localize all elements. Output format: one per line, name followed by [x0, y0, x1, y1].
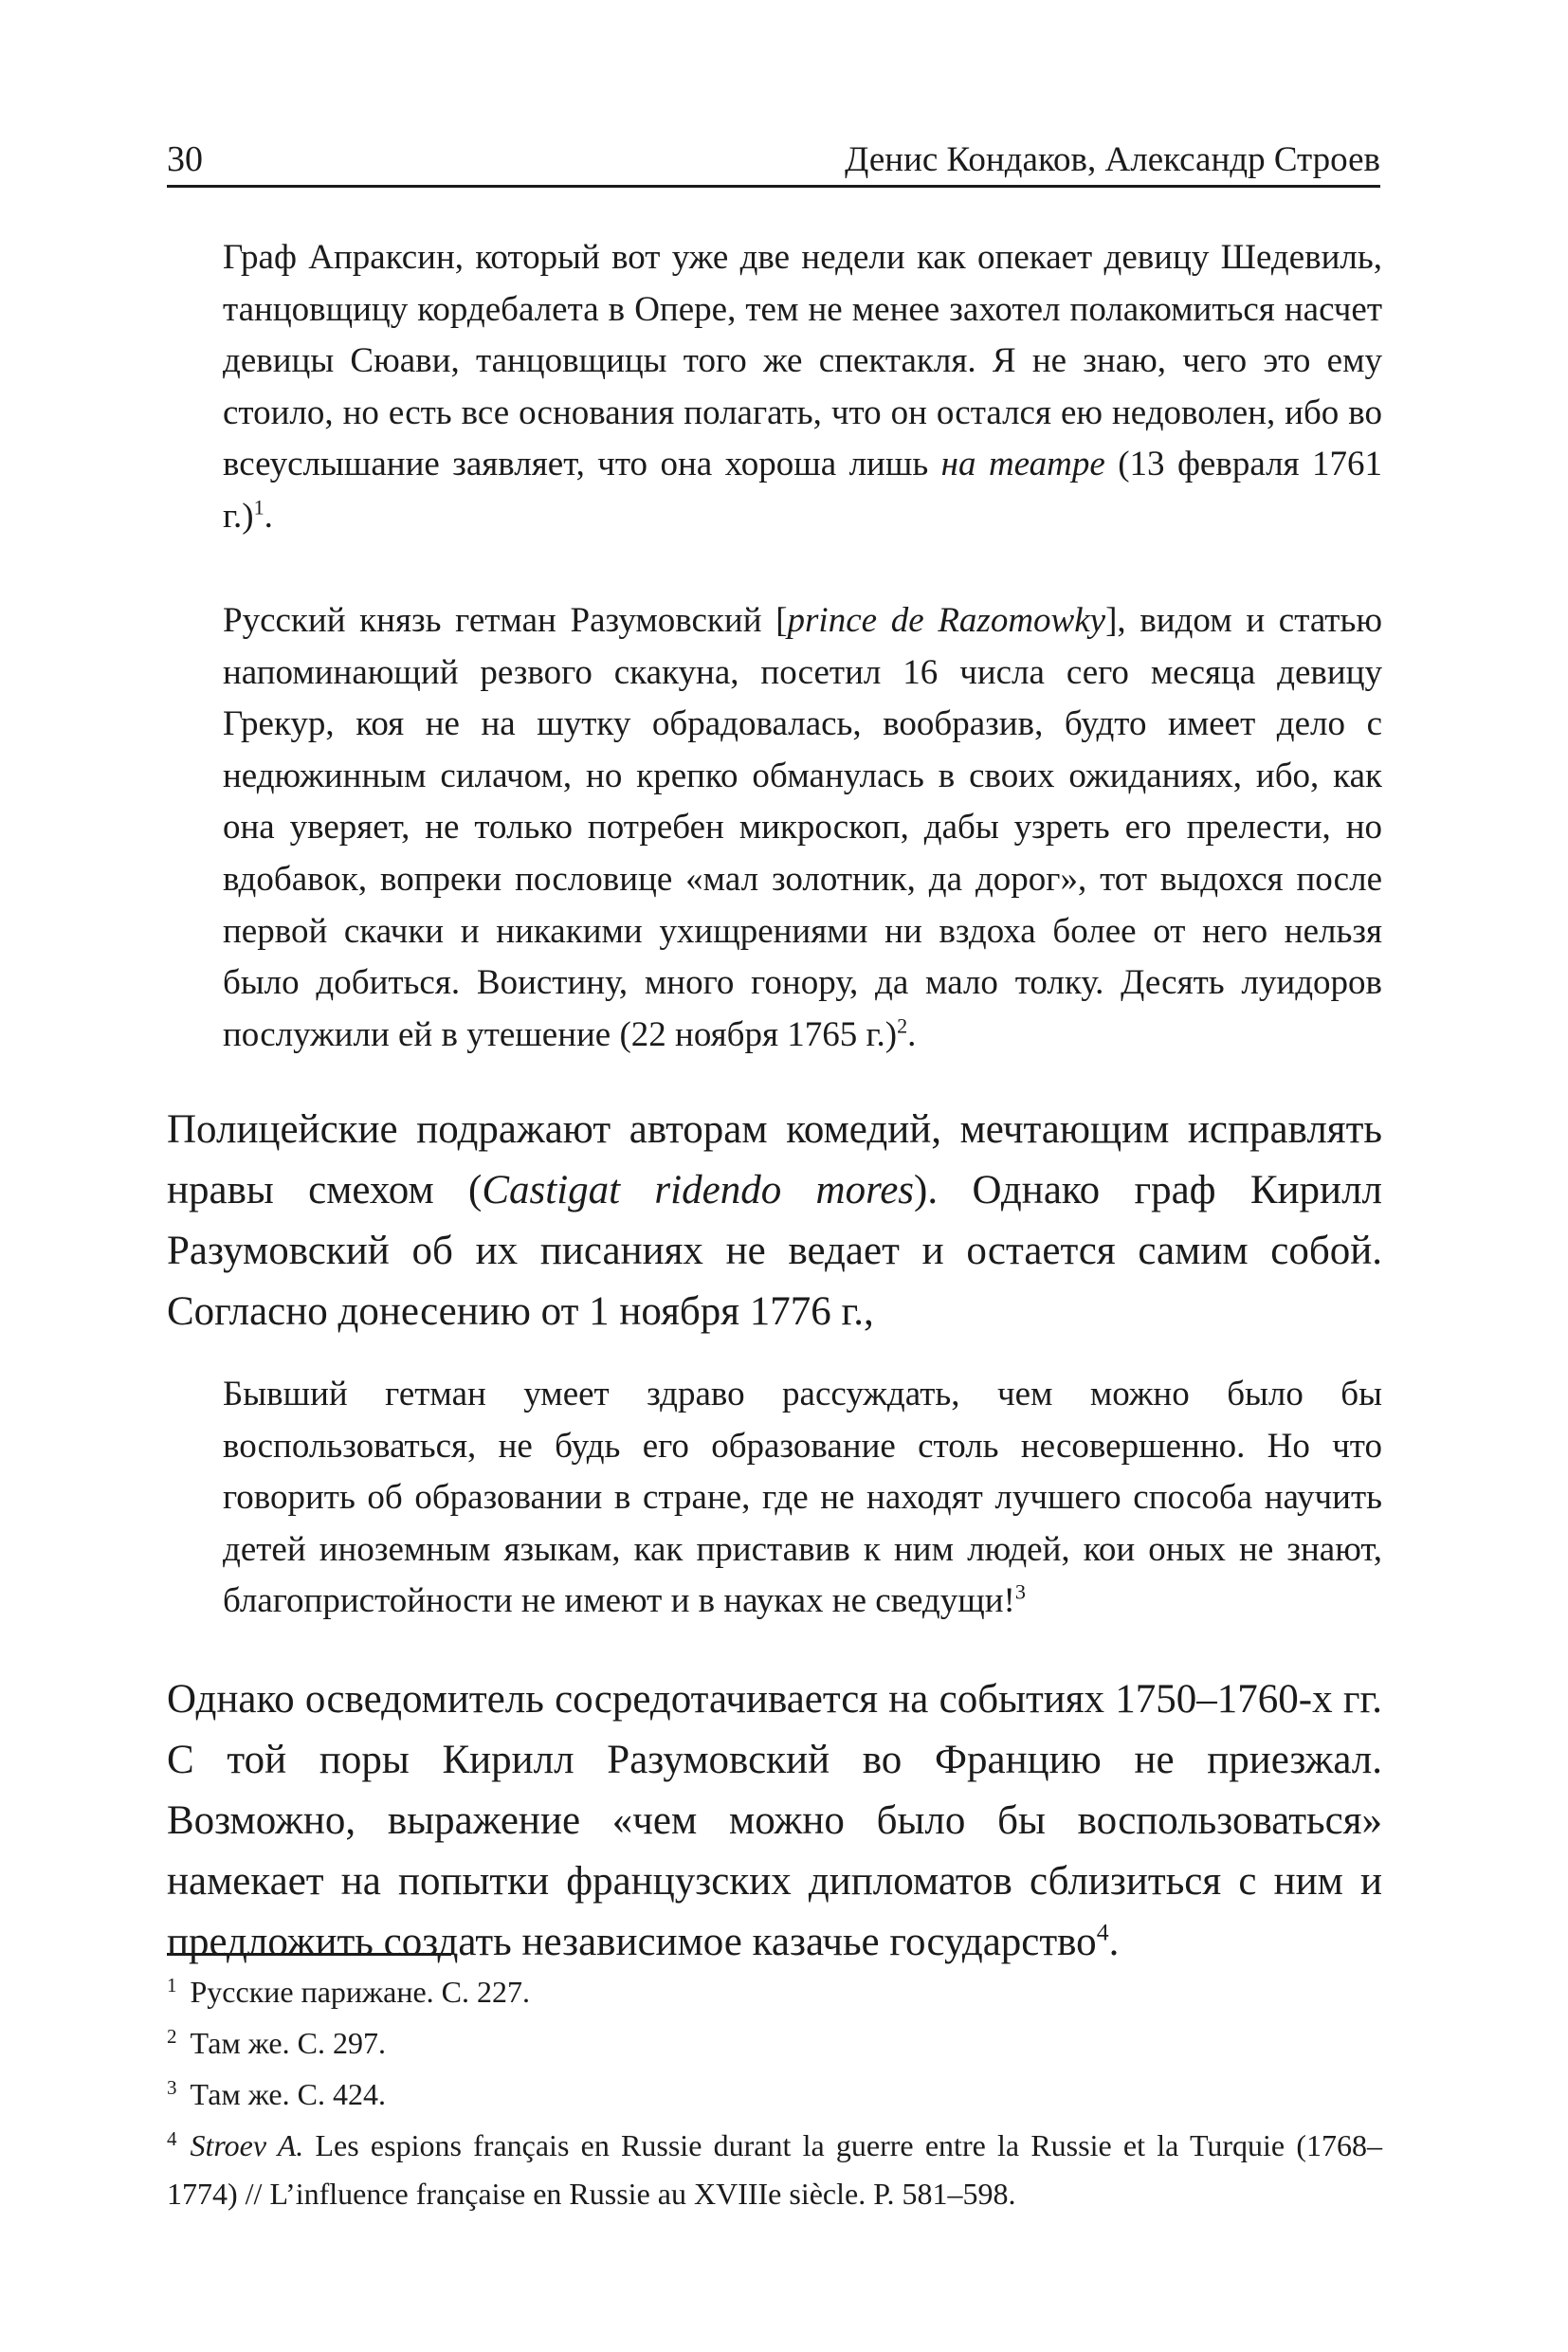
footnote-mark: 3	[167, 2076, 177, 2099]
block-quote-1	[223, 232, 1382, 543]
body-paragraph-1-text	[167, 1100, 1382, 1342]
body-2-text: Однако осведомитель сосредотачивается на событиях 1750–1760-х гг. С той поры Кирилл Разумовский во Францию не приезжал. Возможно, выражение «чем можно было бы воспользоваться» намекает на попытки французских дипломатов сблизиться с ним и предложить создать независимое казачье государство	[167, 1677, 1382, 1964]
footnote-mark: 1	[167, 1974, 177, 1996]
body-1-italic: Castigat ridendo mores	[482, 1168, 915, 1212]
body-paragraph-2	[167, 1669, 1382, 1973]
block-quote-3	[223, 1369, 1382, 1628]
quote-2-italic: prince de Razomowky	[787, 601, 1106, 640]
footnote-1	[167, 1970, 1382, 2018]
footnote-mark: 4	[167, 2127, 177, 2150]
footnote-ref-2[interactable]: 2	[897, 1013, 908, 1038]
quote-1-text: Граф Апраксин, который вот уже две недели как опекает девицу Шедевиль, танцовщицу кордебалета в Опере, тем не менее захотел полакомиться насчет девицы Сюави, танцовщицы того же спектакля. Я не знаю, чего это ему стоило, но есть все основания полагать, что он остался ею недоволен, ибо во всеуслышание заявляет, что она хороша лишь	[223, 238, 1382, 484]
footnote-divider	[167, 1953, 451, 1956]
quote-1-end: .	[264, 496, 273, 536]
body-1-text-start: Полицейские подражают авторам комедий, мечтающим исправлять нравы смехом (	[167, 1107, 1382, 1212]
body-2-end: .	[1108, 1920, 1120, 1964]
quote-3-text: Бывший гетман умеет здраво рассуждать, чем можно было бы воспользоваться, не будь его образование столь несовершенно. Но что говорить об образовании в стране, где не находят лучшего способа научить детей иноземным языкам, как приставив к ним людей, кои оных не знают, благопристойности не имеют и в науках не сведущи!	[223, 1375, 1382, 1621]
footnote-mark: 2	[167, 2025, 177, 2048]
quote-2-end: .	[907, 1014, 917, 1054]
footnote-text: Les espions français en Russie durant la guerre entre la Russie et la Turquie (1768–1774) // L’influence française en Russie au XVIIIe siècle. P. 581–598.	[167, 2128, 1383, 2211]
footnote-ref-3[interactable]: 3	[1014, 1580, 1026, 1605]
quote-2-text-start: Русский князь гетман Разумовский [	[223, 601, 788, 640]
block-quote-2	[223, 595, 1382, 1061]
body-paragraph-1	[167, 1100, 1382, 1342]
running-title: Денис Кондаков, Александр Строев	[845, 140, 1380, 179]
quote-1-paragraph	[223, 232, 1382, 543]
quote-2-paragraph	[223, 595, 1382, 1061]
footnotes	[167, 1970, 1382, 2219]
footnote-2	[167, 2021, 1382, 2069]
body-paragraph-2-text	[167, 1669, 1382, 1973]
footnote-ref-4[interactable]: 4	[1096, 1918, 1109, 1946]
footnote-text: Там же. С. 297.	[190, 2026, 386, 2060]
page-number: 30	[167, 139, 203, 179]
footnote-text: Там же. С. 424.	[190, 2077, 386, 2111]
footnote-ref-1[interactable]: 1	[253, 495, 264, 520]
quote-1-italic: на театре	[940, 445, 1105, 484]
page-header	[167, 137, 1380, 188]
quote-3-paragraph	[223, 1369, 1382, 1628]
body-1-text-end: ). Однако граф Кирилл Разумовский об их писаниях не ведает и остается самим собой. Согласно донесению от 1 ноября 1776 г.,	[167, 1168, 1382, 1334]
quote-1-date: (13 февраля 1761 г.)	[223, 445, 1382, 536]
footnote-4	[167, 2124, 1382, 2216]
footnote-author: Stroev A.	[190, 2128, 304, 2162]
footnote-3	[167, 2072, 1382, 2121]
footnote-text: Русские парижане. С. 227.	[190, 1975, 531, 2009]
quote-2-text: ], видом и статью напоминающий резвого скакуна, посетил 16 числа сего месяца девицу Грекур, коя не на шутку обрадовалась, вообразив, будто имеет дело с недюжинным силачом, но крепко обманулась в своих ожиданиях, ибо, как она уверяет, не только потребен микроскоп, дабы узреть его прелести, но вдобавок, вопреки пословице «мал золотник, да дорог», тот выдохся после первой скачки и никакими ухищрениями ни вздоха более от него нельзя было добиться. Воистину, много гонору, да мало толку. Десять луидоров послужили ей в утешение (22 ноября 1765 г.)	[223, 601, 1382, 1054]
